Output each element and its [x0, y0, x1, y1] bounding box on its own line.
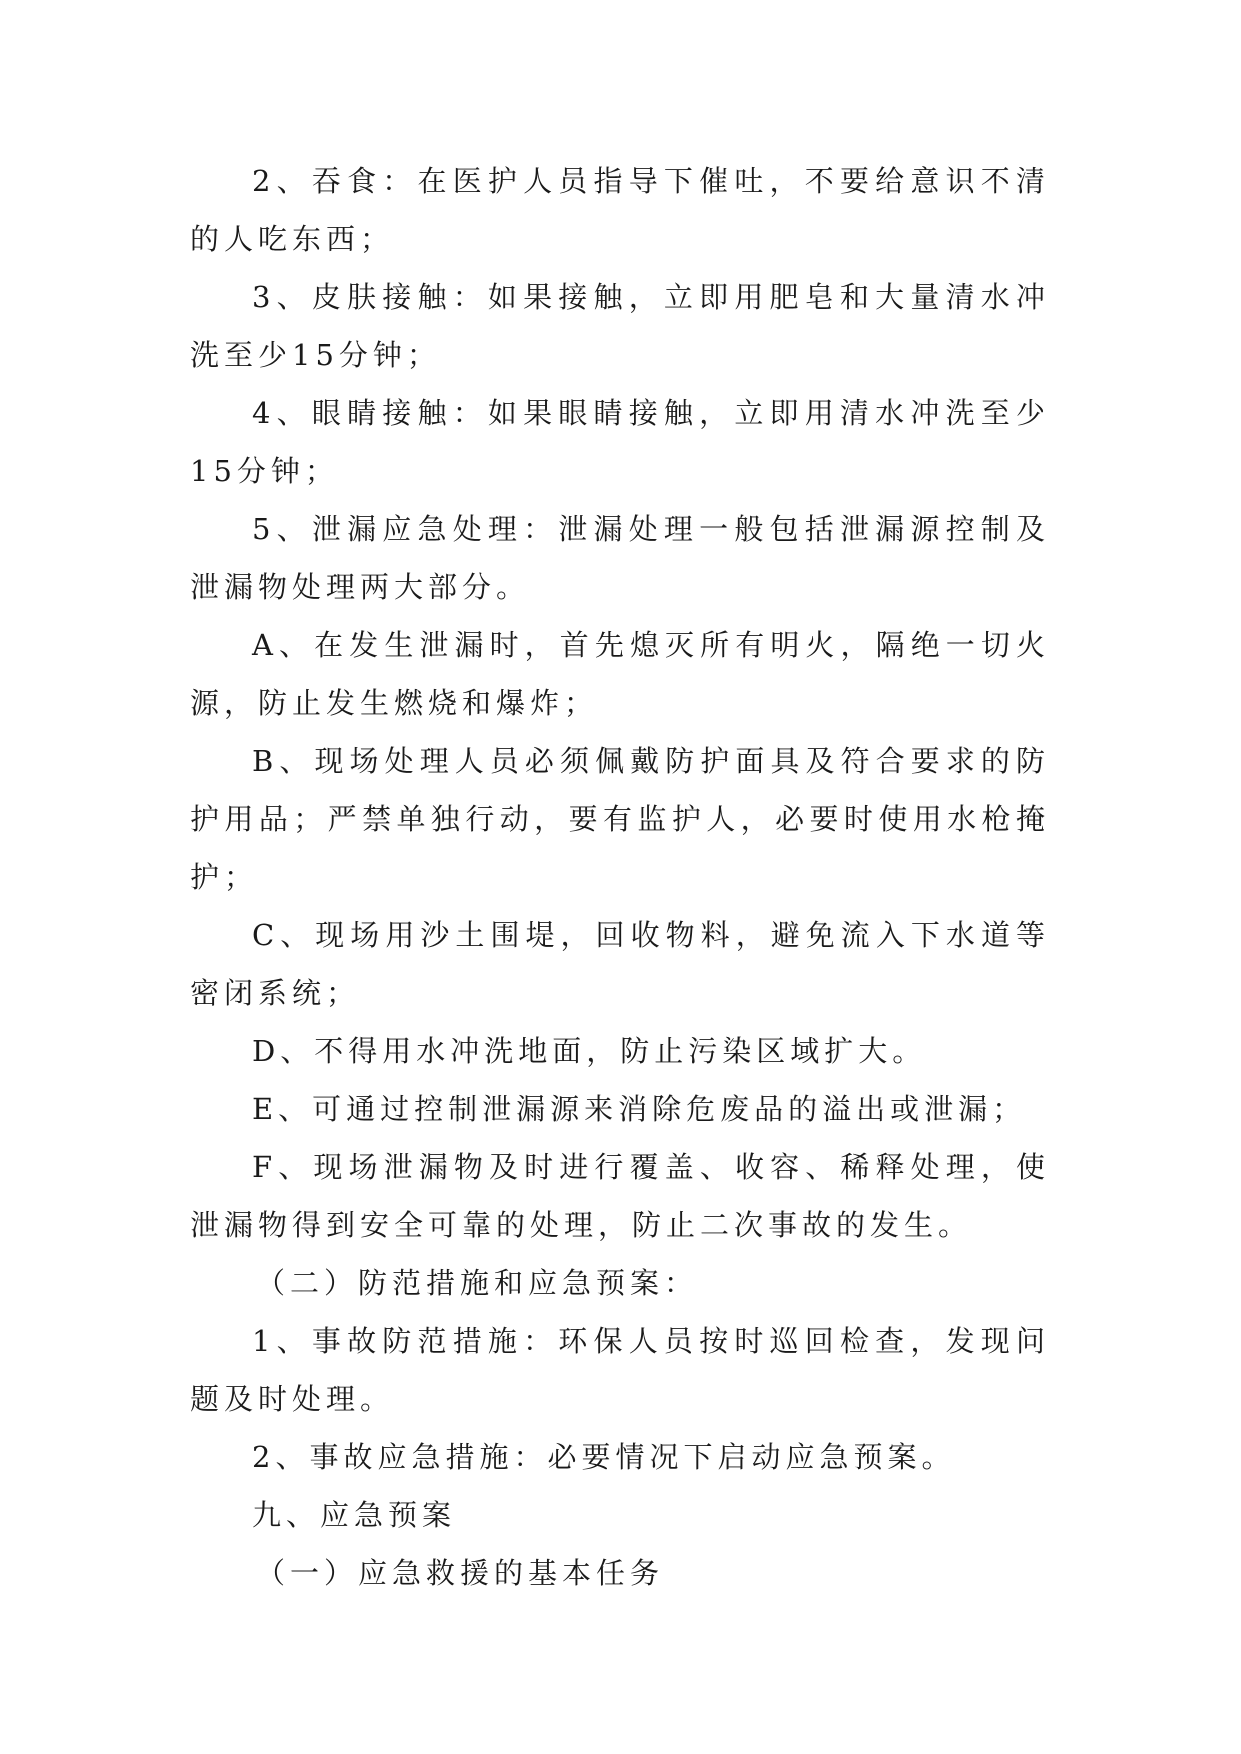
section-heading-basic-tasks: （一）应急救援的基本任务	[256, 1556, 665, 1590]
paragraph-leak-handling: 5、泄漏应急处理：泄漏处理一般包括泄漏源控制及泄漏物处理两大部分。	[190, 512, 1050, 604]
section-heading-emergency-plan: 九、应急预案	[252, 1498, 457, 1532]
paragraph-prevention-measures: 1、事故防范措施：环保人员按时巡回检查，发现问题及时处理。	[190, 1324, 1050, 1416]
paragraph-skin-contact: 3、皮肤接触：如果接触，立即用肥皂和大量清水冲洗至少15分钟；	[190, 280, 1050, 372]
paragraph-ingestion: 2、吞食：在医护人员指导下催吐，不要给意识不清的人吃东西；	[190, 164, 1050, 256]
paragraph-leak-d: D、不得用水冲洗地面，防止污染区域扩大。	[252, 1034, 927, 1068]
paragraph-eye-contact: 4、眼睛接触：如果眼睛接触，立即用清水冲洗至少15分钟；	[190, 396, 1050, 488]
paragraph-leak-b: B、现场处理人员必须佩戴防护面具及符合要求的防护用品；严禁单独行动，要有监护人，必要时使用水枪掩护；	[190, 744, 1050, 894]
paragraph-leak-e: E、可通过控制泄漏源来消除危废品的溢出或泄漏；	[252, 1092, 1027, 1126]
paragraph-leak-f: F、现场泄漏物及时进行覆盖、收容、稀释处理，使泄漏物得到安全可靠的处理，防止二次事故的发生。	[190, 1150, 1050, 1242]
document-body	[190, 152, 1050, 1602]
paragraph-emergency-measures: 2、事故应急措施：必要情况下启动应急预案。	[252, 1440, 956, 1474]
paragraph-leak-a: A、在发生泄漏时，首先熄灭所有明火，隔绝一切火源，防止发生燃烧和爆炸；	[190, 628, 1050, 720]
paragraph-leak-c: C、现场用沙土围堤，回收物料，避免流入下水道等密闭系统；	[190, 918, 1050, 1010]
section-heading-prevention: （二）防范措施和应急预案：	[256, 1266, 699, 1300]
